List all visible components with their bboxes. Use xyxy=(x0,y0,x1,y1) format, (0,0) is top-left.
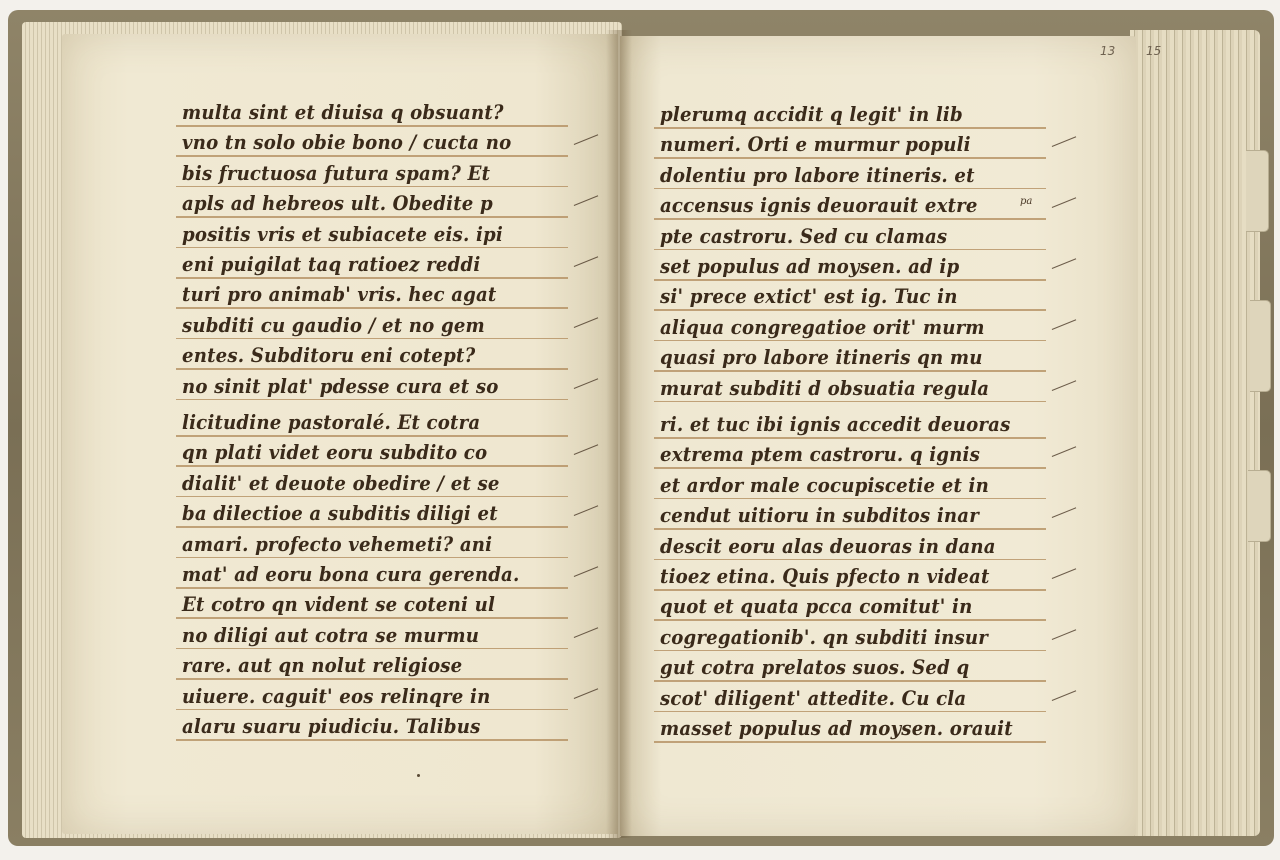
left-manuscript-line: alaru suaru piudiciu. Talibus xyxy=(182,715,481,738)
margin-note: pa xyxy=(1020,196,1033,207)
right-manuscript-line: scot' diligent' attedite. Cu cla xyxy=(660,686,967,710)
right-manuscript-line: accensus ignis deuorauit extre xyxy=(660,194,978,218)
right-manuscript-line: masset populus ad moysen. orauit xyxy=(660,717,1013,740)
right-page xyxy=(620,36,1136,836)
left-text-block xyxy=(182,100,582,740)
folio-number: 15 xyxy=(1146,44,1162,58)
right-manuscript-line: numeri. Orti e murmur populi xyxy=(660,133,971,157)
left-manuscript-line: subditi cu gaudio / et no gem xyxy=(182,313,485,337)
left-manuscript-line: multa sint et diuisa q obsuant? xyxy=(182,101,504,124)
book-gutter xyxy=(606,30,632,838)
margin-tick-mark xyxy=(1052,319,1077,330)
right-manuscript-line: descit eoru alas deuoras in dana xyxy=(660,534,996,558)
left-manuscript-line: positis vris et subiacete eis. ipi xyxy=(182,222,503,246)
margin-tick-mark xyxy=(574,445,599,456)
right-text-block xyxy=(660,102,1060,742)
left-manuscript-line: rare. aut qn nolut religiose xyxy=(182,654,463,678)
folio-number: 13 xyxy=(1100,44,1116,58)
margin-tick-mark xyxy=(1052,380,1077,391)
margin-tick-mark xyxy=(574,688,599,699)
left-manuscript-line: Et cotro qn vident se coteni ul xyxy=(182,593,496,617)
left-manuscript-line: ba dilectioe a subditis diligi et xyxy=(182,502,498,526)
right-manuscript-line: dolentiu pro labore itineris. et xyxy=(660,163,975,187)
margin-tick-mark xyxy=(574,135,599,146)
margin-tick-mark xyxy=(574,627,599,638)
left-manuscript-line: turi pro animab' vris. hec agat xyxy=(182,283,497,307)
right-manuscript-line: set populus ad moysen. ad ip xyxy=(660,255,960,278)
margin-tick-mark xyxy=(574,505,599,516)
margin-tick-mark xyxy=(1052,447,1077,458)
margin-tick-mark xyxy=(1052,629,1077,640)
left-manuscript-line: no diligi aut cotra se murmu xyxy=(182,623,480,647)
margin-tick-mark xyxy=(574,378,599,389)
right-manuscript-line: gut cotra prelatos suos. Sed q xyxy=(660,656,970,680)
page-tab xyxy=(1250,300,1271,392)
left-manuscript-line: no sinit plat' pdesse cura et so xyxy=(182,374,499,398)
right-manuscript-line: extrema ptem castroru. q ignis xyxy=(660,443,981,467)
margin-tick-mark xyxy=(1052,568,1077,579)
left-manuscript-line: apls ad hebreos ult. Obedite p xyxy=(182,192,493,216)
page-tab xyxy=(1246,150,1269,232)
ink-speck xyxy=(417,774,420,777)
right-manuscript-line: murat subditi d obsuatia regula xyxy=(660,376,990,400)
page-tab xyxy=(1248,470,1271,542)
left-manuscript-line: mat' ad eoru bona cura gerenda. xyxy=(182,563,520,586)
margin-tick-mark xyxy=(1052,258,1077,269)
right-manuscript-line: cendut uitioru in subditos inar xyxy=(660,504,979,528)
left-manuscript-line: licitudine pastoralé. Et cotra xyxy=(182,411,481,434)
left-manuscript-line: vno tn solo obie bono / cucta no xyxy=(182,131,512,155)
right-manuscript-line: et ardor male cocupiscetie et in xyxy=(660,473,989,497)
right-manuscript-line: ri. et tuc ibi ignis accedit deuoras xyxy=(660,413,1011,436)
left-manuscript-line: uiuere. caguit' eos relinqre in xyxy=(182,684,491,708)
margin-tick-mark xyxy=(574,195,599,206)
margin-tick-mark xyxy=(574,566,599,577)
margin-tick-mark xyxy=(574,256,599,267)
right-manuscript-line: quot et quata pcca comitut' in xyxy=(660,595,973,619)
right-page-stack xyxy=(1130,30,1260,836)
left-manuscript-line: bis fructuosa futura spam? Et xyxy=(182,161,491,185)
margin-tick-mark xyxy=(574,317,599,328)
left-manuscript-line: dialit' et deuote obedire / et se xyxy=(182,471,500,495)
right-manuscript-line: quasi pro labore itineris qn mu xyxy=(660,346,983,370)
left-manuscript-line: qn plati videt eoru subdito co xyxy=(182,441,488,465)
right-manuscript-line: plerumq accidit q legit' in lib xyxy=(660,103,963,126)
right-manuscript-line: aliqua congregatioe orit' murm xyxy=(660,315,985,339)
margin-tick-mark xyxy=(1052,507,1077,518)
right-manuscript-line: tioez etina. Quis pfecto n videat xyxy=(660,565,990,588)
margin-tick-mark xyxy=(1052,690,1077,701)
right-manuscript-line: si' prece extict' est ig. Tuc in xyxy=(660,285,958,309)
right-manuscript-line: pte castroru. Sed cu clamas xyxy=(660,224,948,248)
margin-tick-mark xyxy=(1052,137,1077,148)
left-manuscript-line: amari. profecto vehemeti? ani xyxy=(182,532,493,556)
right-manuscript-line: cogregationib'. qn subditi insur xyxy=(660,625,989,649)
left-manuscript-line: eni puigilat taq ratioez reddi xyxy=(182,253,481,276)
left-page xyxy=(62,34,618,834)
left-manuscript-line: entes. Subditoru eni cotept? xyxy=(182,344,476,368)
margin-tick-mark xyxy=(1052,197,1077,208)
